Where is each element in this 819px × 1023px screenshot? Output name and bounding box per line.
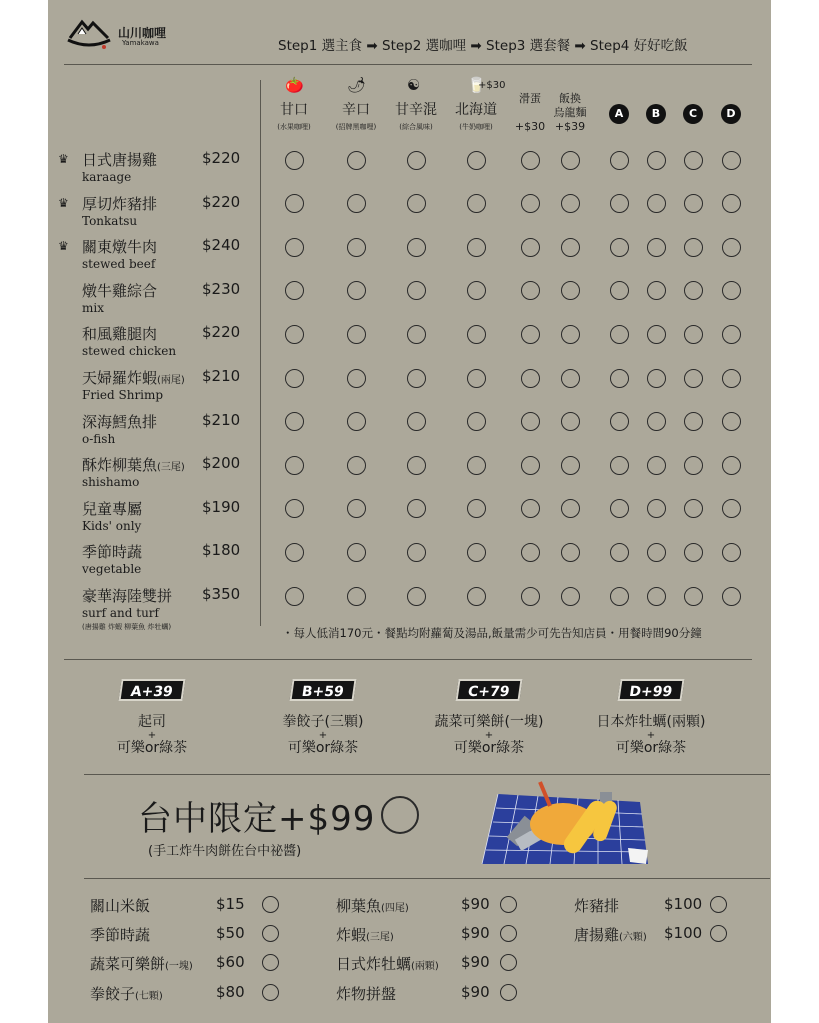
fried-platter-illustration xyxy=(480,780,650,870)
choice-circle[interactable] xyxy=(561,543,580,562)
choice-circle[interactable] xyxy=(610,543,629,562)
choice-circle[interactable] xyxy=(610,325,629,344)
choice-circle[interactable] xyxy=(407,369,426,388)
choice-circle[interactable] xyxy=(285,281,304,300)
choice-circle[interactable] xyxy=(610,151,629,170)
choice-circle[interactable] xyxy=(722,456,741,475)
side-dish-checkbox[interactable] xyxy=(262,984,279,1001)
set-item: 起司 xyxy=(138,714,166,730)
choice-circle[interactable] xyxy=(407,456,426,475)
main-dish-name-text: 日式唐揚雞 xyxy=(82,151,158,169)
main-dish-name xyxy=(82,367,185,388)
set-letter-badge: B xyxy=(646,104,666,124)
side-dish-name xyxy=(336,924,394,945)
choice-circle[interactable] xyxy=(521,194,540,213)
choice-circle[interactable] xyxy=(521,587,540,606)
choice-circle[interactable] xyxy=(722,587,741,606)
main-dish-name xyxy=(82,236,157,257)
side-dish-portion: (兩顆) xyxy=(411,961,439,972)
main-dish-name-text: 關東燉牛肉 xyxy=(82,238,158,257)
main-dish-price: $210 xyxy=(202,410,241,429)
set-label: A+39 xyxy=(118,679,185,701)
side-dish-name-text: 炸蝦 xyxy=(336,926,367,944)
side-dish-price: $60 xyxy=(216,953,245,971)
main-dish-name xyxy=(82,541,142,562)
choice-circle[interactable] xyxy=(647,543,666,562)
order-note: ・每人低消170元・餐點均附蘿蔔及湯品,飯量需少可先告知店員・用餐時間90分鐘 xyxy=(282,626,702,640)
main-dish-name xyxy=(82,193,157,214)
choice-circle[interactable] xyxy=(684,369,703,388)
main-dish-name xyxy=(82,280,157,301)
set-contents xyxy=(253,716,393,756)
main-dish-english: mix xyxy=(82,300,104,315)
set-contents xyxy=(82,716,222,756)
side-dish-name xyxy=(90,953,193,974)
sets-divider-top xyxy=(64,659,752,660)
main-dish-name-text: 兒童專屬 xyxy=(82,499,143,518)
choice-circle[interactable] xyxy=(647,281,666,300)
option-column-line1: 飯換 xyxy=(559,92,581,105)
side-dish-checkbox[interactable] xyxy=(710,896,727,913)
main-dish-portion: (三尾) xyxy=(157,462,185,474)
side-dish-price: $90 xyxy=(461,953,490,971)
choice-circle[interactable] xyxy=(521,369,540,388)
choice-circle[interactable] xyxy=(407,151,426,170)
choice-circle[interactable] xyxy=(561,281,580,300)
main-dish-name-text: 深海鱈魚排 xyxy=(82,412,158,431)
choice-circle[interactable] xyxy=(347,151,366,170)
choice-circle[interactable] xyxy=(561,194,580,213)
choice-circle[interactable] xyxy=(285,543,304,562)
curry-column-name: 甘口 xyxy=(280,102,308,118)
side-dish-price: $100 xyxy=(664,924,703,942)
side-dish-checkbox[interactable] xyxy=(262,954,279,971)
choice-circle[interactable] xyxy=(347,543,366,562)
choice-circle[interactable] xyxy=(467,194,486,213)
choice-circle[interactable] xyxy=(347,238,366,257)
choice-circle[interactable] xyxy=(684,412,703,431)
main-dish-english: stewed beef xyxy=(82,257,156,272)
crown-icon: ♛ xyxy=(58,152,69,166)
side-dish-name xyxy=(90,983,163,1004)
side-dish-price: $100 xyxy=(664,895,703,913)
side-dish-portion: (四尾) xyxy=(381,903,409,914)
main-dish-name xyxy=(82,323,157,344)
choice-circle[interactable] xyxy=(610,587,629,606)
sides-divider xyxy=(84,878,770,879)
set-item: 拳餃子(三顆) xyxy=(282,714,364,730)
choice-circle[interactable] xyxy=(647,456,666,475)
main-dish-portion: (兩尾) xyxy=(157,375,185,386)
choice-circle[interactable] xyxy=(521,151,540,170)
choice-circle[interactable] xyxy=(407,412,426,431)
side-dish-name xyxy=(574,895,619,916)
side-dish-checkbox[interactable] xyxy=(262,925,279,942)
choice-circle[interactable] xyxy=(722,499,741,518)
choice-circle[interactable] xyxy=(407,587,426,606)
main-dish-price: $220 xyxy=(202,323,241,342)
choice-circle[interactable] xyxy=(347,499,366,518)
set-drink: 可樂or綠茶 xyxy=(287,740,359,756)
main-dish-price: $200 xyxy=(202,454,241,473)
main-dish-name-text: 燉牛雞綜合 xyxy=(82,281,158,300)
choice-circle[interactable] xyxy=(467,587,486,606)
choice-circle[interactable] xyxy=(467,369,486,388)
choice-circle[interactable] xyxy=(407,325,426,344)
main-dish-english: karaage xyxy=(82,170,132,184)
side-dish-checkbox[interactable] xyxy=(262,896,279,913)
main-dish-name-text: 酥炸柳葉魚 xyxy=(82,456,158,475)
choice-circle[interactable] xyxy=(561,412,580,431)
choice-circle[interactable] xyxy=(347,456,366,475)
choice-circle[interactable] xyxy=(467,499,486,518)
side-dish-name xyxy=(336,895,409,916)
choice-circle[interactable] xyxy=(285,412,304,431)
choice-circle[interactable] xyxy=(684,499,703,518)
main-dish-price: $220 xyxy=(202,192,241,211)
choice-circle[interactable] xyxy=(521,499,540,518)
header-divider xyxy=(64,64,752,65)
choice-circle[interactable] xyxy=(467,238,486,257)
choice-circle[interactable] xyxy=(684,543,703,562)
taichung-special-title: 台中限定+$99 xyxy=(138,799,376,839)
choice-circle[interactable] xyxy=(722,281,741,300)
side-dish-name-text: 蔬菜可樂餅 xyxy=(90,955,166,973)
main-dish-price: $190 xyxy=(202,497,241,516)
side-dish-name-text: 柳葉魚 xyxy=(336,897,382,915)
main-dish-name-text: 和風雞腿肉 xyxy=(82,325,158,344)
set-label: B+59 xyxy=(289,679,356,701)
side-dish-name-text: 季節時蔬 xyxy=(90,926,151,944)
choice-circle[interactable] xyxy=(561,499,580,518)
choice-circle[interactable] xyxy=(521,281,540,300)
choice-circle[interactable] xyxy=(647,587,666,606)
curry-column-sub: (招牌黑咖哩) xyxy=(335,123,377,131)
main-dish-price: $350 xyxy=(202,585,241,603)
crown-icon: ♛ xyxy=(58,239,69,254)
curry-column-name: 甘辛混 xyxy=(395,102,437,118)
choice-circle[interactable] xyxy=(521,456,540,475)
choice-circle[interactable] xyxy=(684,281,703,300)
side-dish-name xyxy=(336,983,396,1004)
main-dish-english: Tonkatsu xyxy=(82,213,138,228)
choice-circle[interactable] xyxy=(467,543,486,562)
brand-subtitle: Yamakawa xyxy=(122,39,159,47)
main-dish-english: stewed chicken xyxy=(82,344,177,359)
main-dish-name xyxy=(82,454,185,475)
side-dish-name-text: 拳餃子 xyxy=(90,985,136,1003)
main-dish-name xyxy=(82,411,157,432)
choice-circle[interactable] xyxy=(684,456,703,475)
choice-circle[interactable] xyxy=(610,281,629,300)
main-dish-name xyxy=(82,149,157,170)
choice-circle[interactable] xyxy=(407,281,426,300)
choice-circle[interactable] xyxy=(647,369,666,388)
choice-circle[interactable] xyxy=(684,238,703,257)
set-contents xyxy=(419,716,559,756)
choice-circle[interactable] xyxy=(467,281,486,300)
choice-circle[interactable] xyxy=(647,499,666,518)
side-dish-checkbox[interactable] xyxy=(500,925,517,942)
side-dish-price: $15 xyxy=(216,895,245,913)
choice-circle[interactable] xyxy=(561,238,580,257)
set-drink: 可樂or綠茶 xyxy=(116,740,188,756)
set-item: 日本炸牡蠣(兩顆) xyxy=(596,714,706,730)
main-dish-price: $210 xyxy=(202,367,241,385)
side-dish-checkbox[interactable] xyxy=(500,984,517,1001)
choice-circle[interactable] xyxy=(722,325,741,344)
set-plus: + xyxy=(147,730,157,741)
choice-circle[interactable] xyxy=(347,281,366,300)
mountain-logo-icon xyxy=(66,16,112,52)
main-dish-english: surf and turf xyxy=(82,606,159,620)
main-dish-english: Fried Shrimp xyxy=(82,388,164,402)
option-column-line2: 烏龍麵 xyxy=(553,106,587,119)
choice-circle[interactable] xyxy=(407,499,426,518)
choice-circle[interactable] xyxy=(347,369,366,388)
set-letter-badge: D xyxy=(721,104,741,124)
steps-guide: Step1 選主食 ➡ Step2 選咖哩 ➡ Step3 選套餐 ➡ Step4 好好吃飯 xyxy=(278,38,688,54)
main-dish-english: vegetable xyxy=(82,562,142,577)
choice-circle[interactable] xyxy=(285,151,304,170)
side-dish-price: $90 xyxy=(461,895,490,913)
choice-circle[interactable] xyxy=(610,194,629,213)
main-dish-price: $240 xyxy=(202,236,241,255)
choice-circle[interactable] xyxy=(285,499,304,518)
yin-yang-icon: ☯ xyxy=(407,76,421,94)
choice-circle[interactable] xyxy=(684,194,703,213)
choice-circle[interactable] xyxy=(407,543,426,562)
side-dish-price: $50 xyxy=(216,924,245,942)
side-dish-name xyxy=(336,953,439,974)
side-dish-price: $90 xyxy=(461,924,490,942)
choice-circle[interactable] xyxy=(285,587,304,606)
choice-circle[interactable] xyxy=(647,238,666,257)
choice-circle[interactable] xyxy=(684,151,703,170)
main-dish-note: (唐揚雞 炸蝦 柳葉魚 炸牡蠣) xyxy=(82,623,172,631)
choice-circle[interactable] xyxy=(347,412,366,431)
choice-circle[interactable] xyxy=(722,543,741,562)
menu-column-divider xyxy=(260,80,261,626)
side-dish-name-text: 炸物拼盤 xyxy=(336,985,397,1003)
milk-icon: 🥛 xyxy=(467,76,486,94)
side-dish-checkbox[interactable] xyxy=(500,954,517,971)
choice-circle[interactable] xyxy=(722,238,741,257)
side-dish-name xyxy=(90,924,150,945)
curry-column-name: 辛口 xyxy=(342,102,370,118)
choice-circle[interactable] xyxy=(285,238,304,257)
taichung-special-checkbox[interactable] xyxy=(381,796,419,834)
choice-circle[interactable] xyxy=(347,194,366,213)
main-dish-price: $180 xyxy=(202,541,241,560)
choice-circle[interactable] xyxy=(610,369,629,388)
choice-circle[interactable] xyxy=(722,194,741,213)
side-dish-name-text: 日式炸牡蠣 xyxy=(336,955,412,973)
side-dish-portion: (一塊) xyxy=(165,961,193,972)
choice-circle[interactable] xyxy=(285,369,304,388)
sets-divider-bottom xyxy=(84,774,770,775)
set-drink: 可樂or綠茶 xyxy=(453,740,525,756)
tomato-icon: 🍅 xyxy=(285,76,304,94)
milk-surcharge: +$30 xyxy=(478,80,506,91)
choice-circle[interactable] xyxy=(285,194,304,213)
set-item: 蔬菜可樂餅(一塊) xyxy=(434,714,544,730)
choice-circle[interactable] xyxy=(285,325,304,344)
brand-name: 山川咖哩 xyxy=(118,26,167,40)
curry-column-sub: (水果咖哩) xyxy=(277,123,311,131)
side-dish-name xyxy=(90,895,150,916)
set-plus: + xyxy=(318,730,328,741)
set-label: C+79 xyxy=(455,679,522,701)
main-dish-name xyxy=(82,585,172,606)
main-dish-english: o-fish xyxy=(82,431,116,446)
option-column-line1: 滑蛋 xyxy=(519,92,541,105)
set-letter-badge: A xyxy=(609,104,629,124)
side-dish-name-text: 關山米飯 xyxy=(90,897,151,915)
choice-circle[interactable] xyxy=(684,587,703,606)
choice-circle[interactable] xyxy=(467,456,486,475)
choice-circle[interactable] xyxy=(722,412,741,431)
main-dish-name-text: 天婦羅炸蝦 xyxy=(82,369,158,387)
choice-circle[interactable] xyxy=(561,456,580,475)
set-plus: + xyxy=(646,730,656,741)
choice-circle[interactable] xyxy=(722,151,741,170)
choice-circle[interactable] xyxy=(521,325,540,344)
curry-column-sub: (綜合風味) xyxy=(399,123,433,131)
choice-circle[interactable] xyxy=(610,238,629,257)
set-contents xyxy=(581,716,721,756)
choice-circle[interactable] xyxy=(610,499,629,518)
choice-circle[interactable] xyxy=(521,412,540,431)
taichung-special-subtitle: (手工炸牛肉餅佐台中祕醬) xyxy=(148,844,302,859)
main-dish-name-text: 季節時蔬 xyxy=(82,543,143,562)
curry-column-sub: (牛奶咖哩) xyxy=(459,123,493,131)
option-column-price: +$30 xyxy=(514,120,546,133)
side-dish-name-text: 炸豬排 xyxy=(574,897,620,915)
choice-circle[interactable] xyxy=(467,151,486,170)
choice-circle[interactable] xyxy=(647,194,666,213)
side-dish-portion: (三尾) xyxy=(366,932,394,943)
choice-circle[interactable] xyxy=(467,325,486,344)
side-dish-portion: (六顆) xyxy=(619,932,647,943)
main-dish-english: shishamo xyxy=(82,475,140,490)
main-dish-name-text: 豪華海陸雙拼 xyxy=(82,587,173,605)
choice-circle[interactable] xyxy=(467,412,486,431)
crown-icon: ♛ xyxy=(58,195,69,210)
main-dish-name-text: 厚切炸豬排 xyxy=(82,194,158,213)
choice-circle[interactable] xyxy=(647,412,666,431)
choice-circle[interactable] xyxy=(347,587,366,606)
option-column-price: +$39 xyxy=(554,120,586,133)
curry-column-name: 北海道 xyxy=(455,102,497,118)
choice-circle[interactable] xyxy=(610,412,629,431)
main-dish-name xyxy=(82,498,142,519)
choice-circle[interactable] xyxy=(407,238,426,257)
choice-circle[interactable] xyxy=(647,151,666,170)
choice-circle[interactable] xyxy=(561,369,580,388)
choice-circle[interactable] xyxy=(347,325,366,344)
choice-circle[interactable] xyxy=(285,456,304,475)
choice-circle[interactable] xyxy=(561,151,580,170)
chili-icon: 🌶 xyxy=(347,76,367,94)
set-drink: 可樂or綠茶 xyxy=(615,740,687,756)
main-dish-price: $230 xyxy=(202,279,241,298)
choice-circle[interactable] xyxy=(722,369,741,388)
choice-circle[interactable] xyxy=(407,194,426,213)
choice-circle[interactable] xyxy=(561,325,580,344)
side-dish-portion: (七顆) xyxy=(135,991,163,1002)
side-dish-checkbox[interactable] xyxy=(710,925,727,942)
side-dish-checkbox[interactable] xyxy=(500,896,517,913)
choice-circle[interactable] xyxy=(684,325,703,344)
set-letter-badge: C xyxy=(683,104,703,124)
choice-circle[interactable] xyxy=(521,543,540,562)
side-dish-price: $90 xyxy=(461,983,490,1001)
choice-circle[interactable] xyxy=(610,456,629,475)
side-dish-price: $80 xyxy=(216,983,245,1001)
choice-circle[interactable] xyxy=(521,238,540,257)
choice-circle[interactable] xyxy=(647,325,666,344)
set-plus: + xyxy=(484,730,494,741)
side-dish-name xyxy=(574,924,647,945)
side-dish-name-text: 唐揚雞 xyxy=(574,926,620,944)
choice-circle[interactable] xyxy=(561,587,580,606)
set-label: D+99 xyxy=(617,679,684,701)
main-dish-english: Kids' only xyxy=(82,518,142,533)
main-dish-price: $220 xyxy=(202,149,241,167)
